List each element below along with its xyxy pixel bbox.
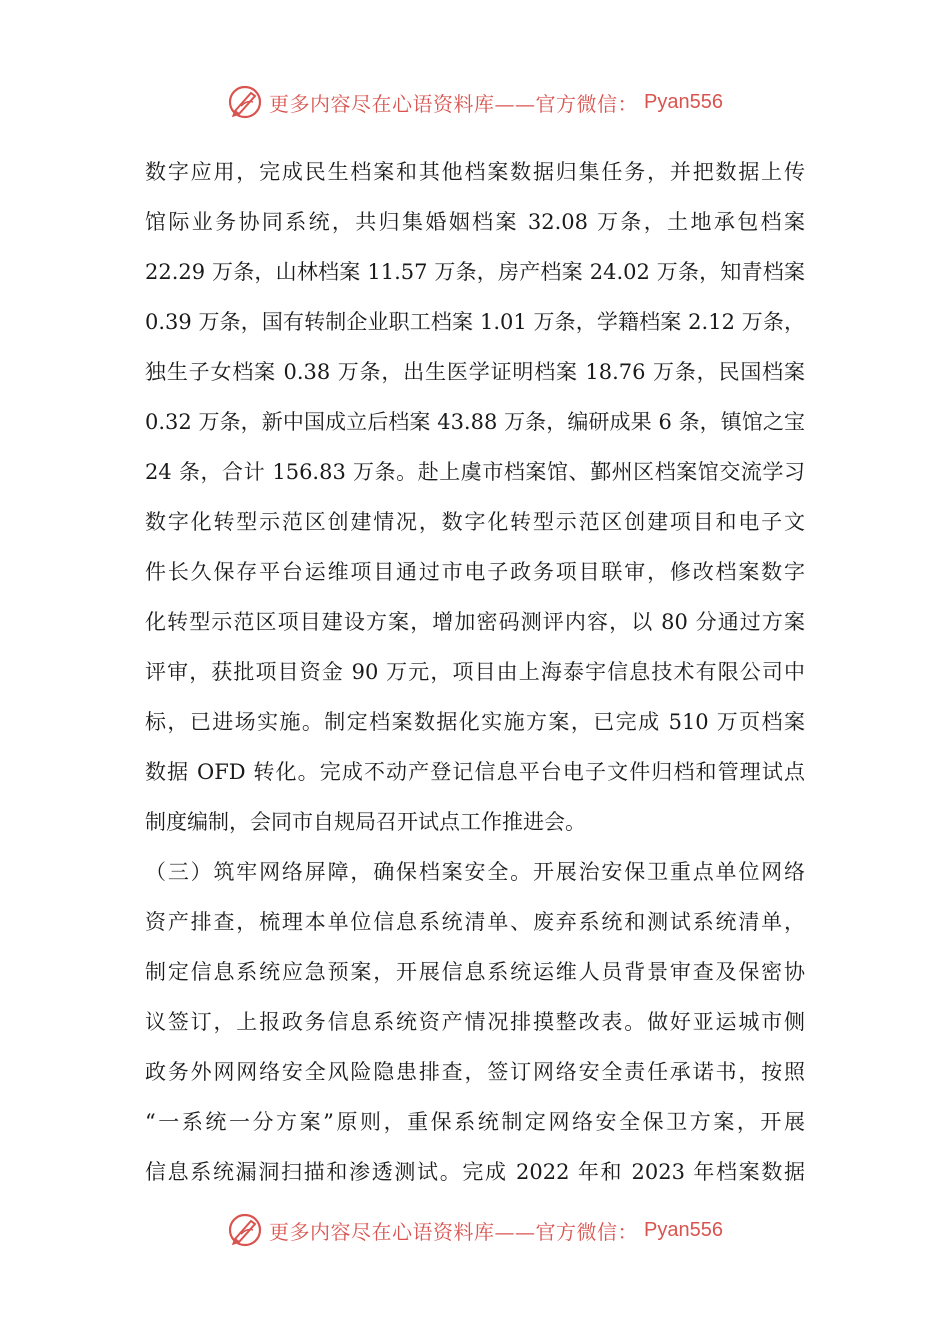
body-line: 数字化转型示范区创建情况，数字化转型示范区创建项目和电子文 xyxy=(145,510,805,534)
body-line: 标，已进场实施。制定档案数据化实施方案，已完成 510 万页档案 xyxy=(145,710,805,734)
pen-logo-icon xyxy=(227,1212,263,1248)
body-line: 独生子女档案 0.38 万条，出生医学证明档案 18.76 万条，民国档案 xyxy=(145,360,805,384)
watermark-wechat-id: Pyan556 xyxy=(644,90,723,113)
body-line: 信息系统漏洞扫描和渗透测试。完成 2022 年和 2023 年档案数据 xyxy=(145,1160,805,1184)
pen-logo-icon xyxy=(227,84,263,120)
body-line: 制度编制，会同市自规局召开试点工作推进会。 xyxy=(145,810,586,834)
body-line: 0.39 万条，国有转制企业职工档案 1.01 万条，学籍档案 2.12 万条， xyxy=(145,310,805,334)
body-line: “一系统一分方案”原则，重保系统制定网络安全保卫方案，开展 xyxy=(145,1110,805,1134)
body-line: 件长久保存平台运维项目通过市电子政务项目联审，修改档案数字 xyxy=(145,560,805,584)
watermark-wechat-id: Pyan556 xyxy=(644,1218,723,1241)
section-heading-line: （三）筑牢网络屏障，确保档案安全。开展治安保卫重点单位网络 xyxy=(145,860,805,884)
body-line: 政务外网网络安全风险隐患排查，签订网络安全责任承诺书，按照 xyxy=(145,1060,805,1084)
watermark-text: 更多内容尽在心语资料库——官方微信： xyxy=(269,1219,639,1244)
body-line: 24 条，合计 156.83 万条。赴上虞市档案馆、鄞州区档案馆交流学习 xyxy=(145,460,805,484)
body-line: 评审，获批项目资金 90 万元，项目由上海泰宇信息技术有限公司中 xyxy=(145,660,805,684)
body-line: 数字应用，完成民生档案和其他档案数据归集任务，并把数据上传 xyxy=(145,160,805,184)
header-watermark xyxy=(0,84,950,120)
body-line: 馆际业务协同系统，共归集婚姻档案 32.08 万条，土地承包档案 xyxy=(145,210,805,234)
body-line: 0.32 万条，新中国成立后档案 43.88 万条，编研成果 6 条，镇馆之宝 xyxy=(145,410,805,434)
body-line: 22.29 万条，山林档案 11.57 万条，房产档案 24.02 万条，知青档案 xyxy=(145,260,805,284)
body-line: 数据 OFD 转化。完成不动产登记信息平台电子文件归档和管理试点 xyxy=(145,760,805,784)
watermark-text: 更多内容尽在心语资料库——官方微信： xyxy=(269,91,639,116)
body-line: 化转型示范区项目建设方案，增加密码测评内容，以 80 分通过方案 xyxy=(145,610,805,634)
body-line: 议签订，上报政务信息系统资产情况排摸整改表。做好亚运城市侧 xyxy=(145,1010,805,1034)
body-line: 资产排查，梳理本单位信息系统清单、废弃系统和测试系统清单， xyxy=(145,910,805,934)
body-line: 制定信息系统应急预案，开展信息系统运维人员背景审查及保密协 xyxy=(145,960,805,984)
footer-watermark xyxy=(0,1212,950,1248)
document-body xyxy=(145,147,805,1197)
